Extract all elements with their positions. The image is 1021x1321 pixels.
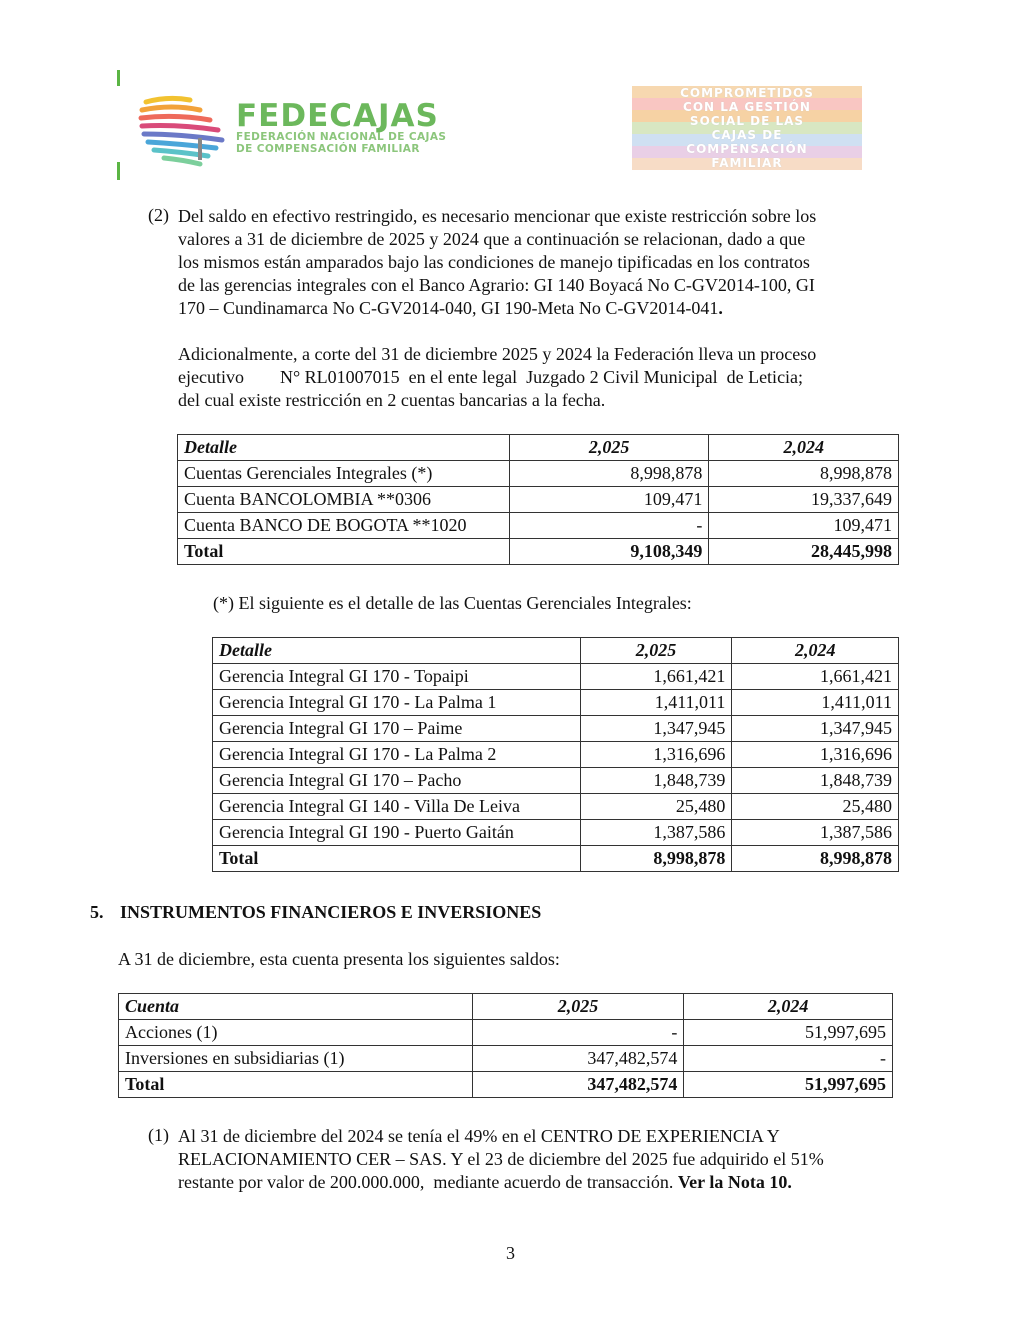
brand-subtitle-2: DE COMPENSACIÓN FAMILIAR: [236, 143, 420, 155]
note-1-number: (1): [148, 1125, 169, 1145]
table-header-cell: Detalle: [178, 435, 510, 461]
table-row: [178, 513, 899, 539]
table2-intro: (*) El siguiente es el detalle de las Cuentas Gerenciales Integrales:: [213, 593, 692, 613]
table-cell: Gerencia Integral GI 170 - La Palma 1: [213, 690, 581, 716]
table-header-cell: 2,024: [684, 994, 893, 1020]
table-row: [213, 794, 899, 820]
section-5-heading: [90, 902, 541, 923]
paragraph-line: 170 – Cundinamarca No C-GV2014-040, GI 190-Meta No C-GV2014-041: [178, 298, 719, 318]
table-cell: 1,661,421: [732, 664, 899, 690]
table-header-cell: Detalle: [213, 638, 581, 664]
paragraph-line: RELACIONAMIENTO CER – SAS. Y el 23 de diciembre del 2025 fue adquirido el 51%: [178, 1149, 824, 1169]
table-row: [178, 487, 899, 513]
motto-line: COMPENSACIÓN: [686, 142, 808, 156]
page-number: 3: [506, 1243, 515, 1263]
paragraph-line: Del saldo en efectivo restringido, es necesario mencionar que existe restricción sobre los: [178, 206, 817, 226]
header-left-bar-bottom: [117, 162, 120, 180]
table-cell: 51,997,695: [684, 1020, 893, 1046]
additional-paragraph: [178, 343, 898, 412]
table-cell: Total: [178, 539, 510, 565]
table-cell: 1,848,739: [732, 768, 899, 794]
brand-subtitle-1: FEDERACIÓN NACIONAL DE CAJAS: [236, 131, 447, 143]
table-header-row: [119, 994, 893, 1020]
table-row: [213, 664, 899, 690]
table-cell: 1,848,739: [580, 768, 732, 794]
paragraph-period: .: [718, 298, 723, 318]
table-row: [119, 1020, 893, 1046]
table-cell: -: [684, 1046, 893, 1072]
table-header-cell: 2,025: [509, 435, 709, 461]
table-cell: 28,445,998: [709, 539, 899, 565]
table-total-row: [119, 1072, 893, 1098]
table-cell: Acciones (1): [119, 1020, 473, 1046]
note-2-paragraph: [178, 205, 898, 320]
paragraph-line: los mismos están amparados bajo las condiciones de manejo tipificadas en los contratos: [178, 252, 810, 272]
section-title: INSTRUMENTOS FINANCIEROS E INVERSIONES: [120, 902, 542, 922]
table-row: [213, 820, 899, 846]
section-number: 5.: [90, 902, 104, 922]
table-header-row: [213, 638, 899, 664]
table-cell: Gerencia Integral GI 190 - Puerto Gaitán: [213, 820, 581, 846]
table-header-cell: Cuenta: [119, 994, 473, 1020]
note-reference: Ver la Nota 10.: [677, 1172, 792, 1192]
table-cell: 109,471: [509, 487, 709, 513]
table-cell: 1,316,696: [580, 742, 732, 768]
paragraph-line: valores a 31 de diciembre de 2025 y 2024 que a continuación se relacionan, dado a que: [178, 229, 806, 249]
table-cell: -: [472, 1020, 684, 1046]
table-cell: Gerencia Integral GI 170 - La Palma 2: [213, 742, 581, 768]
table-cell: -: [509, 513, 709, 539]
brand-name: FEDECAJAS: [236, 98, 439, 134]
header-left-bar-top: [117, 70, 120, 86]
table-cell: Cuenta BANCO DE BOGOTA **1020: [178, 513, 510, 539]
paragraph-line: Al 31 de diciembre del 2024 se tenía el 49% en el CENTRO DE EXPERIENCIA Y: [178, 1126, 780, 1146]
table-cell: 1,387,586: [732, 820, 899, 846]
table-row: [213, 690, 899, 716]
table-cell: Total: [119, 1072, 473, 1098]
note-2-number: (2): [148, 205, 169, 225]
table-row: [178, 461, 899, 487]
table-total-row: [213, 846, 899, 872]
table-cell: 1,316,696: [732, 742, 899, 768]
table-cell: 347,482,574: [472, 1072, 684, 1098]
motto-line: COMPROMETIDOS: [680, 86, 814, 100]
table-header-row: [178, 435, 899, 461]
paragraph-line: Adicionalmente, a corte del 31 de diciembre 2025 y 2024 la Federación lleva un proceso: [178, 344, 817, 364]
table-cell: 8,998,878: [580, 846, 732, 872]
note-1-paragraph: [178, 1125, 898, 1194]
table-cell: Gerencia Integral GI 170 - Topaipi: [213, 664, 581, 690]
table-cell: Total: [213, 846, 581, 872]
paragraph-line: ejecutivo N° RL01007015 en el ente legal Juzgado 2 Civil Municipal de Leticia;: [178, 367, 804, 387]
table-row: [119, 1046, 893, 1072]
table-header-cell: 2,025: [472, 994, 684, 1020]
paragraph-line: restante por valor de 200.000.000, mediante acuerdo de transacción.: [178, 1172, 678, 1192]
table-total-row: [178, 539, 899, 565]
table-cell: 8,998,878: [732, 846, 899, 872]
table-cell: 25,480: [732, 794, 899, 820]
table-cell: 347,482,574: [472, 1046, 684, 1072]
table-cell: 51,997,695: [684, 1072, 893, 1098]
table-cell: 9,108,349: [509, 539, 709, 565]
table-cell: Gerencia Integral GI 170 – Paime: [213, 716, 581, 742]
table-cell: 1,347,945: [732, 716, 899, 742]
table-header-cell: 2,024: [732, 638, 899, 664]
table-header-cell: 2,025: [580, 638, 732, 664]
table-cell: 1,661,421: [580, 664, 732, 690]
table-cell: Cuenta BANCOLOMBIA **0306: [178, 487, 510, 513]
table-cell: 1,347,945: [580, 716, 732, 742]
motto-line: CON LA GESTIÓN: [683, 100, 811, 114]
motto-line: FAMILIAR: [711, 156, 783, 170]
motto-line: SOCIAL DE LAS: [689, 114, 805, 128]
table-cell: Gerencia Integral GI 140 - Villa De Leiva: [213, 794, 581, 820]
table-row: [213, 742, 899, 768]
restricted-cash-table: [177, 434, 899, 565]
table-cell: 8,998,878: [709, 461, 899, 487]
table-cell: Gerencia Integral GI 170 – Pacho: [213, 768, 581, 794]
table-row: [213, 768, 899, 794]
table-cell: 1,411,011: [580, 690, 732, 716]
table-cell: Cuentas Gerenciales Integrales (*): [178, 461, 510, 487]
investments-table: [118, 993, 893, 1098]
table-cell: 25,480: [580, 794, 732, 820]
paragraph-line: de las gerencias integrales con el Banco Agrario: GI 140 Boyacá No C-GV2014-100, GI: [178, 275, 815, 295]
integral-accounts-table: [212, 637, 899, 872]
paragraph-line: del cual existe restricción en 2 cuentas bancarias a la fecha.: [178, 390, 606, 410]
section-5-intro: A 31 de diciembre, esta cuenta presenta los siguientes saldos:: [118, 949, 560, 969]
table-cell: 8,998,878: [509, 461, 709, 487]
motto-banner: [632, 86, 862, 170]
table-header-cell: 2,024: [709, 435, 899, 461]
table-cell: 109,471: [709, 513, 899, 539]
colombia-map-logo-icon: [138, 88, 230, 170]
motto-line: CAJAS DE: [711, 128, 783, 142]
table-cell: 1,411,011: [732, 690, 899, 716]
table-cell: 19,337,649: [709, 487, 899, 513]
table-cell: 1,387,586: [580, 820, 732, 846]
table-row: [213, 716, 899, 742]
table-cell: Inversiones en subsidiarias (1): [119, 1046, 473, 1072]
